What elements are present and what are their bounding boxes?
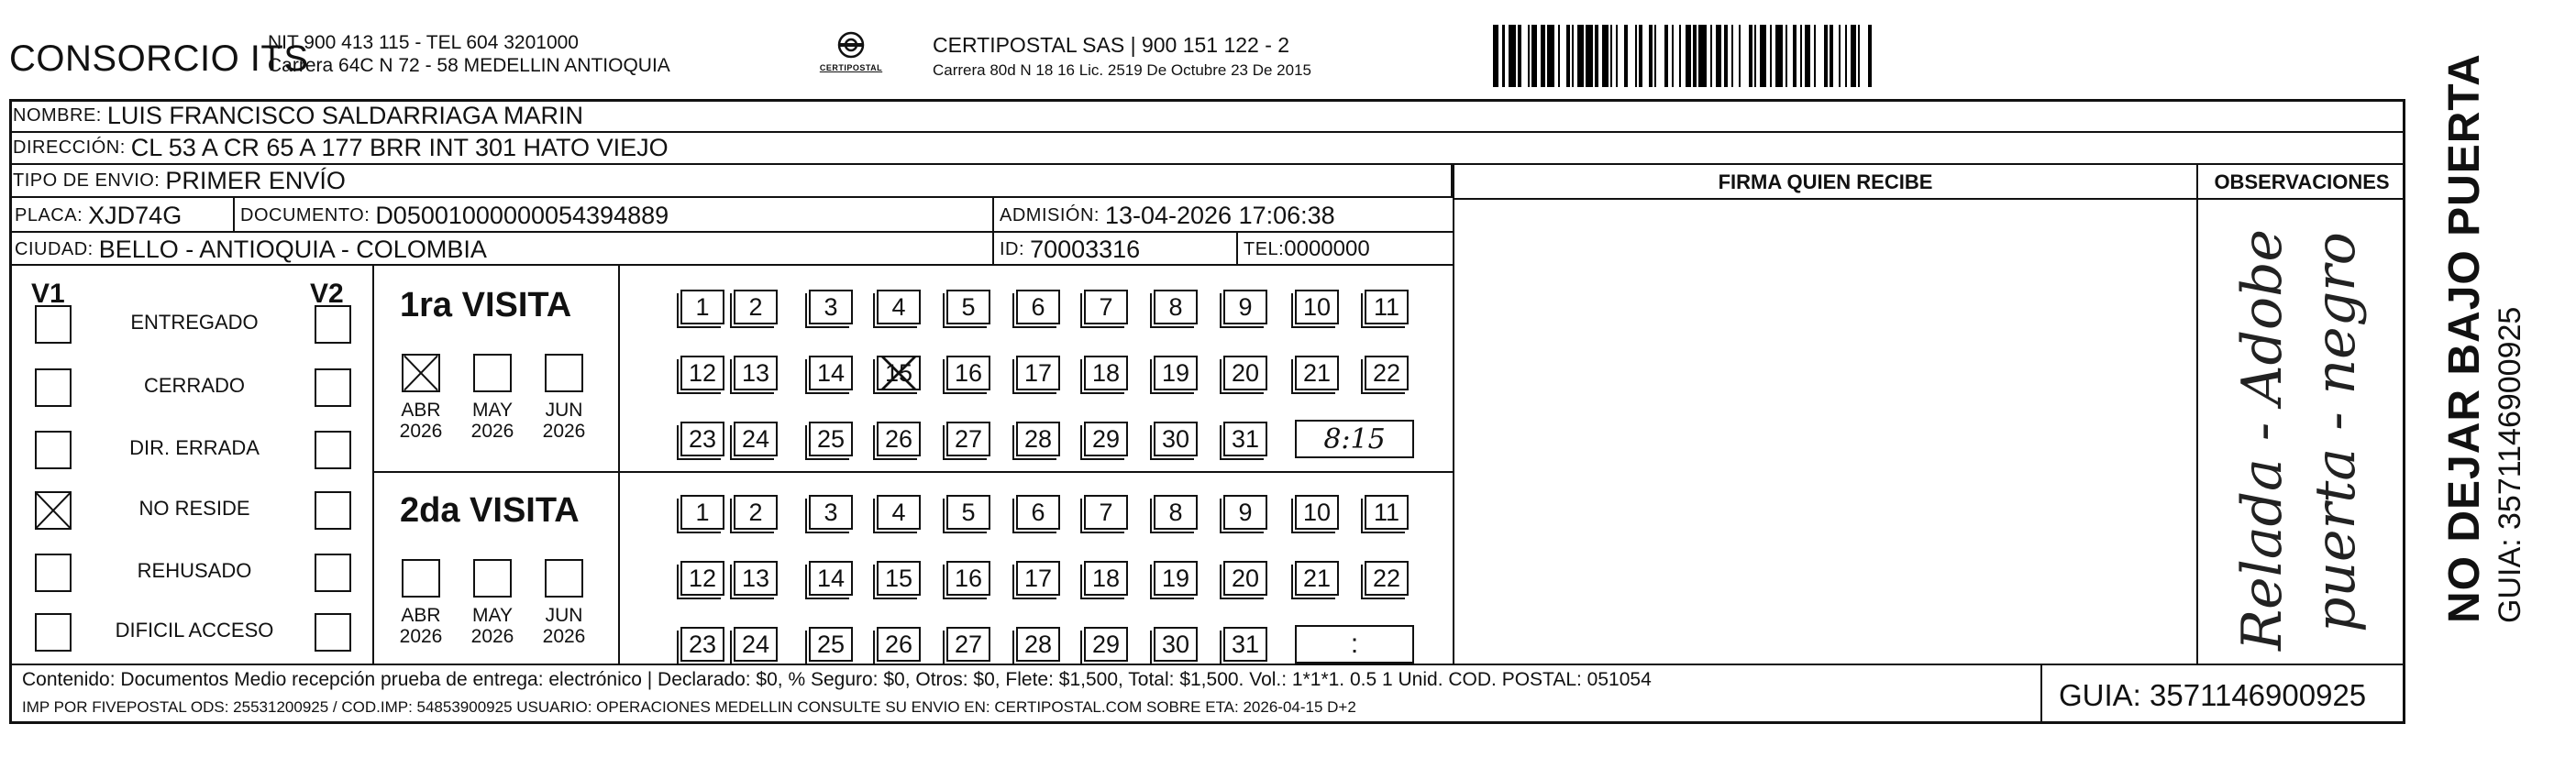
month-label [392,605,449,647]
day-box[interactable]: 12 [680,561,724,596]
barcode [1493,25,2223,87]
footer-print-info: IMP POR FIVEPOSTAL ODS: 25531200925 / COD.IMP: 54853900925 USUARIO: OPERACIONES MEDELLIN CONSULTE SU ENVIO EN: CERTIPOSTAL.COM SOBRE ETA: 2026-04-15 D+2 [22,698,1356,716]
direccion-value: CL 53 A CR 65 A 177 BRR INT 301 HATO VIEJO [130,134,669,161]
month-name: ABR [401,400,441,421]
v1-checkbox[interactable] [35,554,72,592]
month-name: MAY [472,605,513,626]
month-checkbox[interactable] [402,559,440,598]
barcode-bar [1775,25,1783,87]
barcode-bar [1741,25,1748,87]
id-cell [994,233,1238,266]
day-box[interactable]: 26 [877,627,921,662]
v1-checkbox[interactable] [35,431,72,469]
day-box[interactable]: 20 [1223,561,1267,596]
day-box[interactable]: 23 [680,422,724,456]
day-box[interactable]: 3 [809,290,853,324]
day-box[interactable]: 24 [734,627,778,662]
day-box[interactable]: 22 [1365,356,1409,390]
day-box[interactable]: 9 [1223,495,1267,530]
day-box[interactable]: 28 [1016,422,1060,456]
month-name: MAY [472,400,513,421]
v2-checkbox[interactable] [315,491,351,530]
admision-cell [994,198,1453,233]
tel-label: TEL: [1244,238,1285,259]
day-box[interactable]: 7 [1084,495,1128,530]
day-box[interactable]: 1 [680,290,724,324]
day-box[interactable]: 6 [1016,290,1060,324]
divider-months [618,266,620,664]
ciudad-cell [9,233,994,266]
day-box[interactable]: 10 [1295,495,1339,530]
divider-obs [2196,165,2198,664]
day-box[interactable]: 8 [1154,495,1198,530]
divider-footer [9,664,2405,665]
footer-guia: GUIA: 3571146900925 [2059,678,2367,712]
day-box[interactable]: 25 [809,627,853,662]
time-box[interactable]: 8:15 [1295,420,1414,458]
v2-header: V2 [310,279,344,309]
certipostal-line: CERTIPOSTAL SAS | 900 151 122 - 2 [933,33,1290,57]
id-value: 70003316 [1030,235,1141,263]
nombre-value: LUIS FRANCISCO SALDARRIAGA MARIN [106,102,583,129]
day-box[interactable]: 31 [1223,627,1267,662]
day-box[interactable]: 10 [1295,290,1339,324]
day-box[interactable]: 15 [877,356,921,390]
day-box[interactable]: 28 [1016,627,1060,662]
day-box[interactable]: 21 [1295,561,1339,596]
visit-title: 1ra VISITA [400,286,572,324]
v2-checkbox[interactable] [315,431,351,469]
day-box[interactable]: 7 [1084,290,1128,324]
day-box[interactable]: 17 [1016,356,1060,390]
v1-checkbox[interactable] [35,305,72,344]
day-box[interactable]: 19 [1154,356,1198,390]
v2-checkbox[interactable] [315,613,351,652]
v2-checkbox[interactable] [315,368,351,407]
direccion-label: DIRECCIÓN: [13,137,126,158]
ciudad-label: CIUDAD: [15,238,94,259]
v2-checkbox[interactable] [315,305,351,344]
month-name: JUN [545,605,583,626]
month-year: 2026 [470,626,514,647]
day-box[interactable]: 18 [1084,561,1128,596]
documento-value: D05001000000054394889 [375,201,669,229]
month-name: ABR [401,605,441,626]
day-box[interactable]: 14 [809,356,853,390]
day-box[interactable]: 8 [1154,290,1198,324]
day-box[interactable]: 21 [1295,356,1339,390]
documento-label: DOCUMENTO: [240,204,370,225]
day-box[interactable]: 22 [1365,561,1409,596]
status-label: DIR. ERRADA [129,436,260,459]
side-guia: GUIA: 3571146900925 [2493,306,2527,623]
company-contact [268,31,670,77]
nombre-row [9,101,2405,133]
day-box[interactable]: 6 [1016,495,1060,530]
status-label: ENTREGADO [130,311,259,334]
day-box[interactable]: 4 [877,495,921,530]
admision-value: 13-04-2026 17:06:38 [1104,201,1335,229]
time-box[interactable]: : [1295,625,1414,664]
day-box[interactable]: 11 [1365,495,1409,530]
day-box[interactable]: 9 [1223,290,1267,324]
day-box[interactable]: 13 [734,356,778,390]
admision-label: ADMISIÓN: [1000,204,1100,225]
status-label: CERRADO [143,374,245,397]
divider-status [372,266,374,664]
side-notice: NO DEJAR BAJO PUERTA [2440,53,2489,623]
barcode-bar [1656,25,1664,87]
divider-guia [2040,664,2042,724]
day-box[interactable]: 16 [946,561,990,596]
divider-visits [372,471,1453,473]
barcode-bar [1872,25,1875,87]
day-box[interactable]: 4 [877,290,921,324]
tel-cell [1238,233,1453,266]
day-box[interactable]: 29 [1084,627,1128,662]
header-underline [1453,198,2405,200]
divider-firma [1453,165,1454,664]
month-year: 2026 [542,421,586,442]
v1-header: V1 [31,279,65,309]
month-label [536,605,592,647]
month-checkbox[interactable] [545,354,583,392]
month-label [536,400,592,442]
day-box[interactable]: 2 [734,495,778,530]
barcode-bar [1860,25,1867,87]
footer-content: Contenido: Documentos Medio recepción prueba de entrega: electrónico | Declarado: $0, % Seguro: $0, Otros: $0, Flete: $1,500, Total: $1,500. Vol.: 1*1*1. 0.5 1 Unid. COD. POSTAL: 051054 [22,669,1652,690]
firma-header: FIRMA QUIEN RECIBE [1718,170,1933,193]
placa-value: XJD74G [88,201,182,229]
day-box[interactable]: 30 [1154,627,1198,662]
v2-checkbox[interactable] [315,554,351,592]
month-checkbox[interactable] [473,354,512,392]
certipostal-logo [814,31,888,82]
day-box[interactable]: 11 [1365,290,1409,324]
day-box[interactable]: 31 [1223,422,1267,456]
month-checkbox[interactable] [402,354,440,392]
day-box[interactable]: 2 [734,290,778,324]
month-year: 2026 [399,626,443,647]
barcode-bar [1547,25,1554,87]
day-box[interactable]: 27 [946,627,990,662]
month-label [464,605,521,647]
status-label: REHUSADO [137,559,252,582]
license-line: Carrera 80d N 18 16 Lic. 2519 De Octubre 23 De 2015 [933,61,1311,79]
barcode-bar [1586,25,1593,87]
day-box[interactable]: 30 [1154,422,1198,456]
month-checkbox[interactable] [473,559,512,598]
observaciones-header: OBSERVACIONES [2214,170,2390,193]
day-box[interactable]: 26 [877,422,921,456]
v1-checkbox[interactable] [35,368,72,407]
ciudad-value: BELLO - ANTIOQUIA - COLOMBIA [98,235,487,263]
month-name: JUN [545,400,583,421]
tipo-row [9,165,1453,198]
placa-label: PLACA: [15,204,83,225]
day-box[interactable]: 20 [1223,356,1267,390]
month-checkbox[interactable] [545,559,583,598]
day-box[interactable]: 27 [946,422,990,456]
v1-checkbox[interactable] [35,491,72,530]
day-box[interactable]: 25 [809,422,853,456]
month-label [392,400,449,442]
day-box[interactable]: 17 [1016,561,1060,596]
visit-title: 2da VISITA [400,491,580,530]
day-box[interactable]: 23 [680,627,724,662]
day-box[interactable]: 14 [809,561,853,596]
barcode-bar [1509,25,1516,87]
observation-handwriting-1: Relada - Adobe [2230,228,2294,651]
barcode-bar [1628,25,1635,87]
certipostal-info [933,33,1311,80]
barcode-bar [1698,25,1706,87]
day-box[interactable]: 16 [946,356,990,390]
day-box[interactable]: 3 [809,495,853,530]
logo-icon [835,31,868,59]
status-label: DIFICIL ACCESO [115,619,274,642]
observation-handwriting-2: puerta - negro [2304,232,2368,632]
tipo-label: TIPO DE ENVIO: [13,170,160,191]
month-year: 2026 [542,626,586,647]
day-box[interactable]: 15 [877,561,921,596]
month-label [464,400,521,442]
day-box[interactable]: 13 [734,561,778,596]
day-box[interactable]: 1 [680,495,724,530]
day-box[interactable]: 12 [680,356,724,390]
nombre-label: NOMBRE: [13,105,102,126]
month-year: 2026 [399,421,443,442]
month-year: 2026 [470,421,514,442]
day-box[interactable]: 18 [1084,356,1128,390]
placa-cell [9,198,235,233]
company-name: CONSORCIO ITS [9,38,309,79]
day-box[interactable]: 5 [946,495,990,530]
logo-text: CERTIPOSTAL [819,63,883,72]
day-box[interactable]: 19 [1154,561,1198,596]
status-label: NO RESIDE [138,497,250,520]
day-box[interactable]: 5 [946,290,990,324]
barcode-bar [1816,25,1823,87]
tel-value: 0000000 [1284,236,1370,261]
day-box[interactable]: 29 [1084,422,1128,456]
nit-line: NIT 900 413 115 - TEL 604 3201000 [268,32,579,53]
day-box[interactable]: 24 [734,422,778,456]
company-address: Carrera 64C N 72 - 58 MEDELLIN ANTIOQUIA [268,55,670,76]
id-label: ID: [1000,238,1025,259]
tipo-value: PRIMER ENVÍO [165,166,346,194]
v1-checkbox[interactable] [35,613,72,652]
documento-cell [235,198,994,233]
direccion-row [9,133,2405,165]
